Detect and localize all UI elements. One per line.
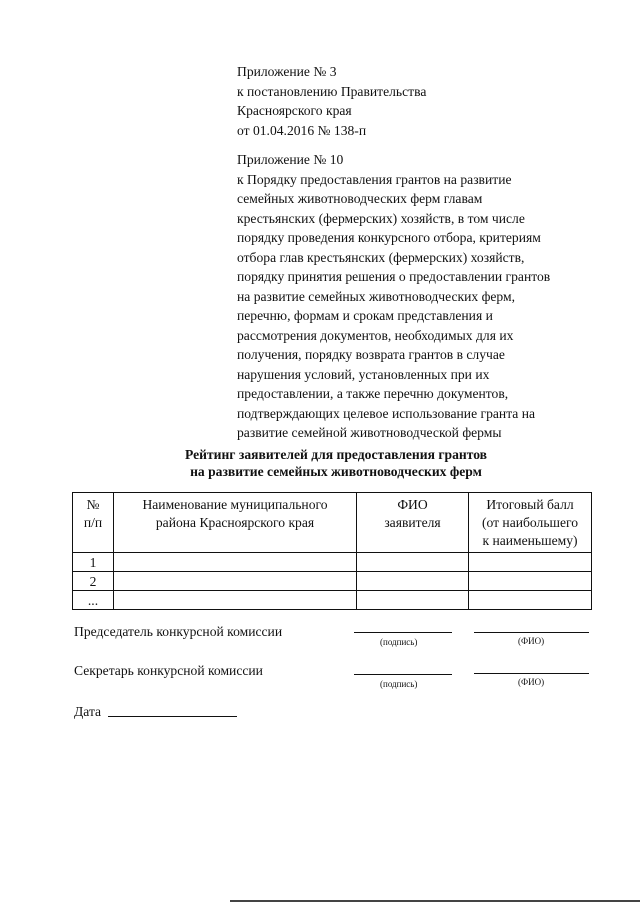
cell-applicant-name[interactable] [357, 572, 469, 591]
chairman-signature-caption: (подпись) [380, 637, 418, 647]
table-row [73, 591, 592, 610]
appendix-order-line: предоставлении, а также перечню документов, [237, 386, 509, 401]
date-input-line[interactable] [108, 716, 237, 717]
chairman-fio-line[interactable] [474, 632, 589, 633]
cell-district[interactable] [114, 553, 357, 572]
appendix-order-line: Приложение № 10 [237, 152, 344, 167]
header-name-line: ФИО [397, 497, 428, 512]
page-bottom-edge [230, 900, 640, 902]
table-row [73, 553, 592, 572]
appendix-order-line: семейных животноводческих ферм главам [237, 191, 483, 206]
cell-number: 2 [73, 572, 114, 591]
appendix-order-line: подтверждающих целевое использование гранта на [237, 405, 536, 421]
cell-applicant-name[interactable] [357, 591, 469, 610]
appendix-order-line: на развитие семейных животноводческих ферм, [237, 288, 516, 304]
cell-score[interactable] [469, 553, 592, 572]
header-number-line: № [86, 497, 100, 512]
secretary-signature-line[interactable] [354, 674, 452, 675]
appendix-main-line: Красноярского края [237, 103, 352, 118]
appendix-order-line: перечню, формам и срокам представления и [237, 308, 493, 323]
title-line-2: на развитие семейных животноводческих ферм [190, 464, 482, 479]
cell-score[interactable] [469, 591, 592, 610]
table-row [73, 572, 592, 591]
cell-applicant-name[interactable] [357, 553, 469, 572]
cell-score[interactable] [469, 572, 592, 591]
rating-table [72, 492, 592, 610]
appendix-order-block [237, 150, 637, 443]
appendix-order-line: к Порядку предоставления грантов на развитие [237, 171, 512, 187]
appendix-order-line: отбора глав крестьянских (фермерских) хозяйств, [237, 249, 525, 265]
appendix-order-line: развитие семейной животноводческой фермы [237, 425, 502, 440]
appendix-main-line: Приложение № 3 [237, 64, 337, 79]
header-score-line: Итоговый балл [486, 497, 574, 512]
header-number [73, 493, 114, 553]
header-district [114, 493, 357, 553]
document-title [0, 446, 640, 480]
appendix-order-line: рассмотрения документов, необходимых для их [237, 327, 514, 343]
secretary-label: Секретарь конкурсной комиссии [74, 663, 263, 678]
cell-number: ... [73, 591, 114, 610]
appendix-main-line: к постановлению Правительства [237, 83, 427, 99]
appendix-order-line: крестьянских (фермерских) хозяйств, в том числе [237, 210, 525, 226]
secretary-fio-line[interactable] [474, 673, 589, 674]
date-label: Дата [74, 704, 102, 719]
chairman-fio-caption: (ФИО) [518, 636, 545, 646]
cell-district[interactable] [114, 572, 357, 591]
appendix-order-line: порядку принятия решения о предоставлении грантов [237, 269, 551, 284]
title-line-1: Рейтинг заявителей для предоставления грантов [184, 447, 488, 462]
appendix-order-line: порядку проведения конкурсного отбора, критериям [237, 230, 541, 245]
cell-number: 1 [73, 553, 114, 572]
appendix-order-line: нарушения условий, установленных при их [237, 366, 490, 382]
header-number-line: п/п [83, 515, 103, 530]
appendix-main-block [237, 62, 637, 140]
header-applicant-name [357, 493, 469, 553]
header-score [469, 493, 592, 553]
table-header-row [73, 493, 592, 553]
header-district-line: района Красноярского края [155, 515, 315, 530]
secretary-signature-caption: (подпись) [380, 679, 418, 689]
header-district-line: Наименование муниципального [142, 497, 328, 512]
chairman-signature-line[interactable] [354, 632, 452, 633]
appendix-main-line: от 01.04.2016 № 138-п [237, 122, 367, 138]
header-score-line: к наименьшему) [482, 533, 578, 548]
header-score-line: (от наибольшего [481, 515, 579, 530]
appendix-order-line: получения, порядку возврата грантов в случае [237, 347, 505, 362]
secretary-fio-caption: (ФИО) [518, 677, 545, 687]
chairman-label: Председатель конкурсной комиссии [74, 624, 283, 639]
header-name-line: заявителя [384, 515, 441, 530]
cell-district[interactable] [114, 591, 357, 610]
